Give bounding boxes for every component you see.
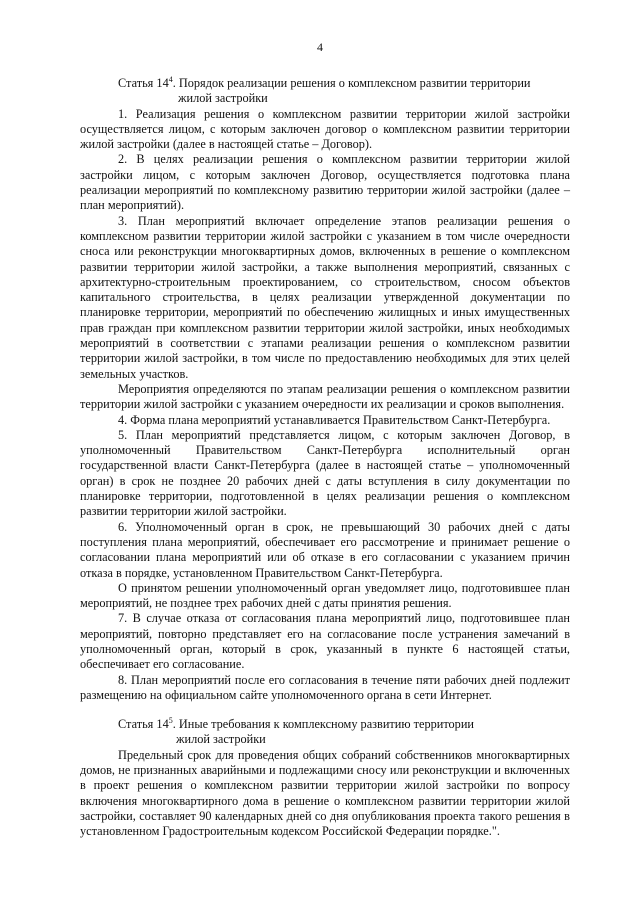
paragraph-6-continued: О принятом решении уполномоченный орган уведомляет лицо, подготовившее план мероприятий, не позднее трех рабочих дней с даты принятия решения. xyxy=(80,580,570,611)
paragraph-3-continued: Мероприятия определяются по этапам реализации решения о комплексном развитии территории жилой застройки с указанием очередности их реализации и сроков выполнения. xyxy=(80,381,570,412)
paragraph-3: 3. План мероприятий включает определение этапов реализации решения о комплексном развитии территории жилой застройки с указанием в том числе очередности сноса или реконструкции многоквартирных домов, включенных в решение о комплексном развитии территории жилой застройки, а также выполнения мероприятий, связанных с архитектурно-строительным проектированием, со строительством, сносом объектов капитального строительства, в целях реализации утвержденной документации по планировке территории, мероприятий по обеспечению жилищных и иных имущественных прав граждан при комплексном развитии территории жилой застройки, иных необходимых мероприятий в соответствии с этапами реализации решения о комплексном развитии территории жилой застройки, в том числе по предоставлению необходимых для этих целей земельных участков. xyxy=(80,213,570,381)
article-14-5-title-rest: . Иные требования к комплексному развитию территории xyxy=(172,717,474,732)
paragraph-8: 8. План мероприятий после его согласования в течение пяти рабочих дней подлежит размещению на официальном сайте уполномоченного органа в сети Интернет. xyxy=(80,672,570,702)
article-14-5-heading xyxy=(80,717,570,748)
paragraph-7: 7. В случае отказа от согласования плана мероприятий лицо, подготовившее план мероприятий, повторно представляет его на согласование после устранения замечаний в уполномоченный орган, который в срок, указанный в пункте 6 настоящей статьи, обеспечивает его согласование. xyxy=(80,611,570,672)
article-14-5-title-prefix: Статья 14 xyxy=(118,717,169,732)
paragraph-1: 1. Реализация решения о комплексном развитии территории жилой застройки осуществляется лицом, с которым заключен договор о комплексном развитии территории жилой застройки (далее в настоящей статье – Договор). xyxy=(80,106,570,152)
paragraph-5: 5. План мероприятий представляется лицом, с которым заключен Договор, в уполномоченный Правительством Санкт-Петербурга исполнительный орган государственной власти Санкт-Петербурга (далее в настоящей статье – уполномоченный орган) в срок не позднее 20 рабочих дней с даты вступления в силу документации по планировке территории, подготовленной в целях реализации решения о комплексном развитии территории жилой застройки. xyxy=(80,427,570,519)
paragraph-4: 4. Форма плана мероприятий устанавливается Правительством Санкт-Петербурга. xyxy=(118,412,551,427)
article-14-4-title-rest: . Порядок реализации решения о комплексном развитии территории xyxy=(172,76,531,90)
document-body xyxy=(80,76,570,840)
article-14-5-title-sup: 5 xyxy=(168,716,173,726)
paragraph-6: 6. Уполномоченный орган в срок, не превышающий 30 рабочих дней с даты поступления плана мероприятий, обеспечивает его рассмотрение и принимает решение о согласовании плана мероприятий или об отказе в его согласовании с указанием причин отказа в порядке, установленном Правительством Санкт-Петербурга. xyxy=(80,519,570,580)
article-14-4-title-line2: жилой застройки xyxy=(178,91,268,106)
article-14-5-paragraph: Предельный срок для проведения общих собраний собственников многоквартирных домов, не признанных аварийными и подлежащими сносу или реконструкции и включенных в проект решения о комплексном развитии территории жилой застройки по вопросу включения многоквартирного дома в решение о комплексном развитии территории жилой застройки, составляет 90 календарных дней со дня опубликования проекта такого решения в установленном Градостроительным кодексом Российской Федерации порядке.". xyxy=(80,747,570,839)
page-number: 4 xyxy=(317,40,323,54)
article-14-4-title-prefix: Статья 14 xyxy=(118,76,169,90)
paragraph-2: 2. В целях реализации решения о комплексном развитии территории жилой застройки лицом, с которым заключен Договор, осуществляется подготовка плана реализации мероприятий по комплексному развитию территории жилой застройки (далее – план мероприятий). xyxy=(80,152,570,213)
article-14-4-title-sup: 4 xyxy=(168,74,173,84)
article-14-4-heading xyxy=(80,76,570,107)
article-14-5-title-line2: жилой застройки xyxy=(176,732,266,747)
